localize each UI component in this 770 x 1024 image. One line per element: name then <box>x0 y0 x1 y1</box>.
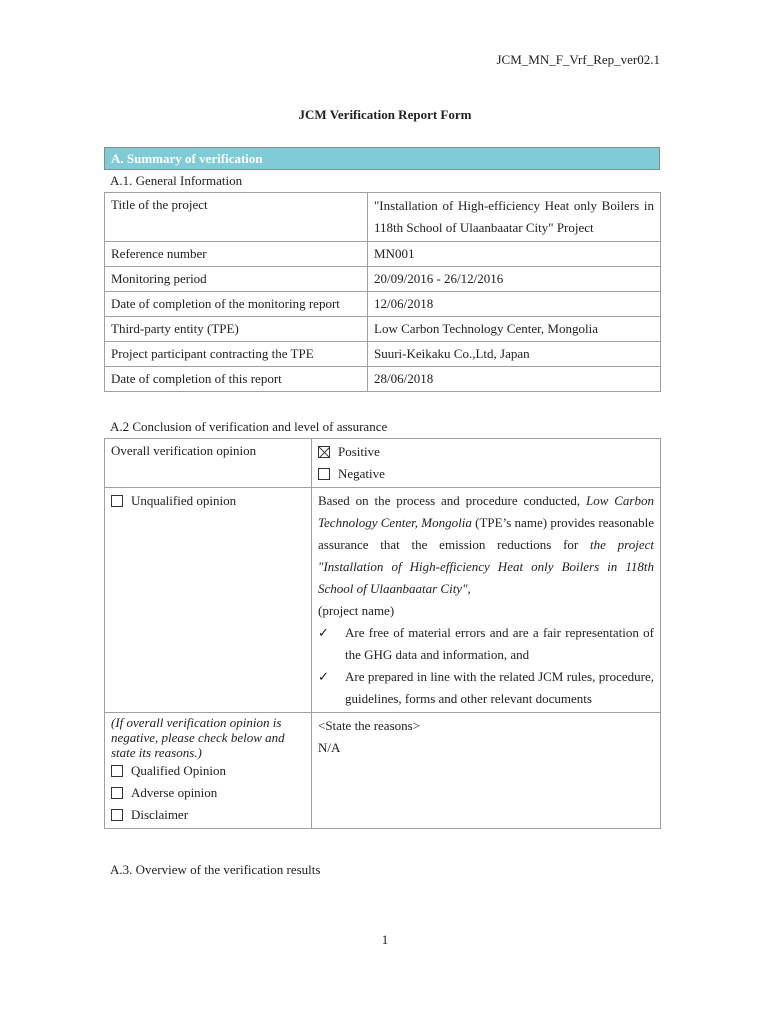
table-row <box>105 193 661 242</box>
project-name-caption: (project name) <box>318 603 395 618</box>
document-id: JCM_MN_F_Vrf_Rep_ver02.1 <box>496 52 660 67</box>
bullet-text: Are prepared in line with the related JCM rules, procedure, guidelines, forms and other relevant documents <box>345 669 654 706</box>
disclaimer-label: Disclaimer <box>131 807 189 822</box>
page-number: 1 <box>381 932 389 947</box>
bullet-text: Are free of material errors and are a fair representation of the GHG data and information, and <box>345 625 654 662</box>
negative-option[interactable] <box>318 463 654 485</box>
checkbox-icon[interactable] <box>111 809 123 821</box>
row-value: Suuri-Keikaku Co.,Ltd, Japan <box>368 342 661 367</box>
overall-opinion-label: Overall verification opinion <box>105 439 312 488</box>
row-label: Reference number <box>105 242 368 267</box>
adverse-label: Adverse opinion <box>131 785 218 800</box>
project-name: the project "Installation of High-efficiency Heat only Boilers in 118th School of Ulaanbaatar City", <box>318 537 654 596</box>
disclaimer-option[interactable] <box>111 804 305 826</box>
table-row <box>105 242 661 267</box>
row-label: Project participant contracting the TPE <box>105 342 368 367</box>
row-label: Date of completion of this report <box>105 367 368 392</box>
row-value: 12/06/2018 <box>368 292 661 317</box>
negative-note: (If overall verification opinion is negative, please check below and state its reasons.) <box>111 715 285 760</box>
table-row <box>105 342 661 367</box>
reasons-value: N/A <box>318 740 341 755</box>
table-row <box>105 292 661 317</box>
table-row <box>105 367 661 392</box>
statement-paragraph <box>318 490 654 600</box>
row-value: Low Carbon Technology Center, Mongolia <box>368 317 661 342</box>
row-label: Date of completion of the monitoring report <box>105 292 368 317</box>
list-item <box>318 622 654 666</box>
unqualified-label: Unqualified opinion <box>131 493 237 508</box>
section-a-header: A. Summary of verification <box>104 147 660 170</box>
checked-box-icon[interactable] <box>318 446 330 458</box>
adverse-option[interactable] <box>111 782 305 804</box>
checkbox-icon[interactable] <box>111 765 123 777</box>
negative-label: Negative <box>338 466 385 481</box>
table-row <box>105 317 661 342</box>
reasons-cell[interactable] <box>312 713 661 829</box>
a1-heading: A.1. General Information <box>110 173 243 188</box>
row-value: 20/09/2016 - 26/12/2016 <box>368 267 661 292</box>
statement-text: (TPE’s name) provides reasonable assurance that the emission reductions for <box>318 515 655 552</box>
a3-heading: A.3. Overview of the verification results <box>110 862 321 877</box>
checkbox-icon[interactable] <box>111 787 123 799</box>
checkmark-icon: ✓ <box>318 669 329 684</box>
table-row <box>105 267 661 292</box>
a2-heading: A.2 Conclusion of verification and level of assurance <box>110 419 388 434</box>
unqualified-cell <box>105 488 312 713</box>
checkbox-icon[interactable] <box>111 495 123 507</box>
row-value: "Installation of High-efficiency Heat only Boilers in 118th School of Ulaanbaatar City" Project <box>368 193 661 242</box>
positive-label: Positive <box>338 444 380 459</box>
unqualified-option[interactable] <box>111 490 305 512</box>
row-label: Third-party entity (TPE) <box>105 317 368 342</box>
table-row <box>105 439 661 488</box>
negative-options-cell <box>105 713 312 829</box>
row-label: Title of the project <box>105 193 368 242</box>
table-row <box>105 713 661 829</box>
verification-statement <box>312 488 661 713</box>
checkmark-icon: ✓ <box>318 625 329 640</box>
form-title: JCM Verification Report Form <box>298 107 472 122</box>
row-value: MN001 <box>368 242 661 267</box>
qualified-option[interactable] <box>111 760 305 782</box>
qualified-label: Qualified Opinion <box>131 763 226 778</box>
tpe-name: Low Carbon Technology Center, Mongolia <box>318 493 654 530</box>
overall-opinion-options <box>312 439 661 488</box>
conclusion-table <box>104 438 661 829</box>
list-item <box>318 666 654 710</box>
checkbox-icon[interactable] <box>318 468 330 480</box>
reasons-placeholder: <State the reasons> <box>318 718 421 733</box>
positive-option[interactable] <box>318 441 654 463</box>
statement-text: Based on the process and procedure conducted, <box>318 493 581 508</box>
general-information-table <box>104 192 661 392</box>
row-label: Monitoring period <box>105 267 368 292</box>
row-value: 28/06/2018 <box>368 367 661 392</box>
table-row <box>105 488 661 713</box>
